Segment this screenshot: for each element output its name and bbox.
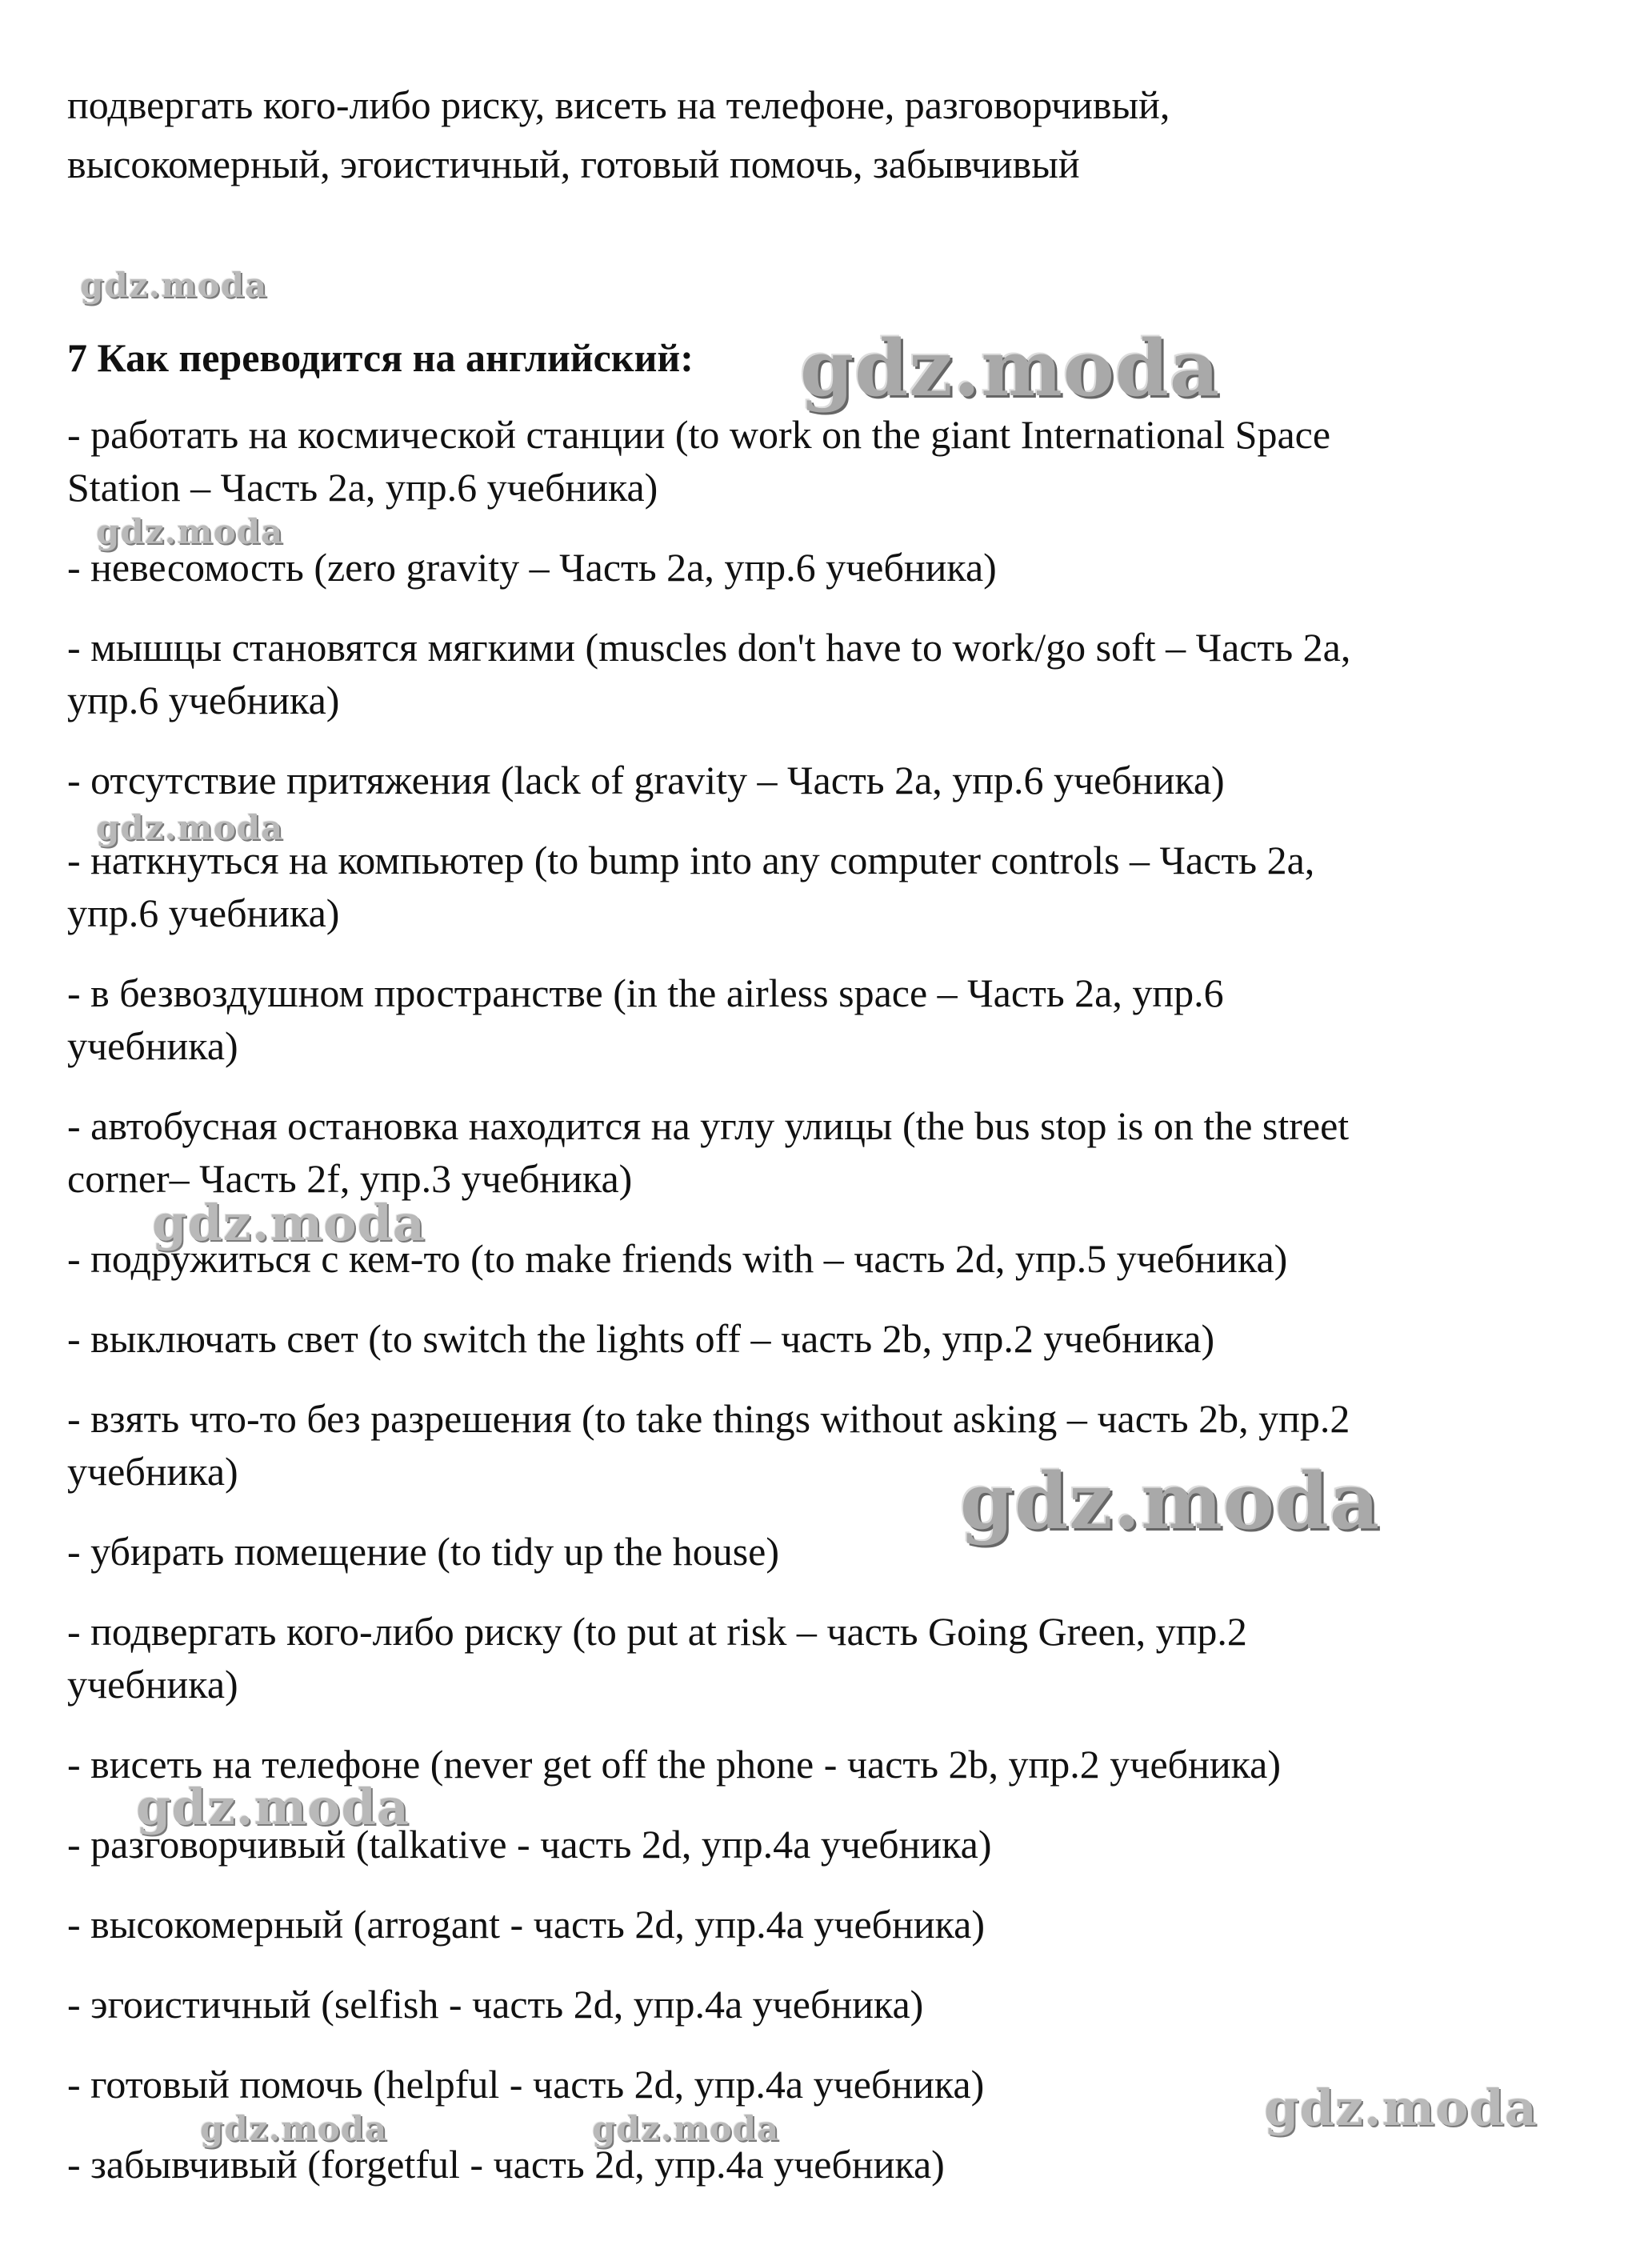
intro-line-2: высокомерный, эгоистичный, готовый помочь, забывчивый bbox=[67, 142, 1080, 186]
watermark: gdz.moda bbox=[800, 323, 1221, 414]
text-line: учебника) bbox=[67, 1449, 238, 1494]
text-line: - подвергать кого-либо риску (to put at risk – часть Going Green, упр.2 bbox=[67, 1609, 1247, 1654]
text-line: corner– Часть 2f, упр.3 учебника) bbox=[67, 1156, 633, 1201]
text-line: упр.6 учебника) bbox=[67, 890, 340, 935]
text-line: - мышцы становятся мягкими (muscles don't have to work/go soft – Часть 2а, bbox=[67, 625, 1351, 670]
text-line: - работать на космической станции (to work on the giant International Space bbox=[67, 412, 1331, 457]
text-line: - висеть на телефоне (never get off the phone - часть 2b, упр.2 учебника) bbox=[67, 1742, 1281, 1787]
exercise-heading: 7 Как переводится на английский: bbox=[67, 335, 694, 380]
text-line: - отсутствие притяжения (lack of gravity – Часть 2а, упр.6 учебника) bbox=[67, 758, 1225, 802]
text-line: - эгоистичный (selfish - часть 2d, упр.4а учебника) bbox=[67, 1982, 924, 2027]
text-line: - в безвоздушном пространстве (in the airless space – Часть 2а, упр.6 bbox=[67, 970, 1224, 1015]
watermark: gdz.moda bbox=[592, 2109, 780, 2148]
text-line: учебника) bbox=[67, 1023, 238, 1068]
watermark: gdz.moda bbox=[80, 266, 268, 305]
text-line: - высокомерный (arrogant - часть 2d, упр.4а учебника) bbox=[67, 1902, 985, 1947]
text-line: - невесомость (zero gravity – Часть 2а, упр.6 учебника) bbox=[67, 545, 997, 590]
watermark: gdz.moda bbox=[136, 1778, 410, 1836]
text-line: - взять что-то без разрешения (to take things without asking – часть 2b, упр.2 bbox=[67, 1396, 1350, 1441]
watermark: gdz.moda bbox=[960, 1456, 1381, 1547]
text-line: - убирать помещение (to tidy up the house) bbox=[67, 1529, 779, 1574]
watermark: gdz.moda bbox=[96, 512, 284, 551]
text-line: - автобусная остановка находится на углу улицы (the bus stop is on the street bbox=[67, 1103, 1350, 1148]
text-line: - готовый помочь (helpful - часть 2d, упр.4а учебника) bbox=[67, 2062, 985, 2107]
text-line: - разговорчивый (talkative - часть 2d, упр.4а учебника) bbox=[67, 1822, 992, 1867]
intro-line-1: подвергать кого-либо риску, висеть на телефоне, разговорчивый, bbox=[67, 82, 1170, 127]
text-line: Station – Часть 2а, упр.6 учебника) bbox=[67, 465, 658, 510]
text-line: - забывчивый (forgetful - часть 2d, упр.4а учебника) bbox=[67, 2142, 945, 2187]
text-line: - подружиться с кем-то (to make friends with – часть 2d, упр.5 учебника) bbox=[67, 1236, 1288, 1281]
text-line: - выключать свет (to switch the lights off – часть 2b, упр.2 учебника) bbox=[67, 1316, 1215, 1361]
watermark: gdz.moda bbox=[200, 2109, 388, 2148]
watermark: gdz.moda bbox=[152, 1194, 426, 1252]
text-line: упр.6 учебника) bbox=[67, 678, 340, 722]
watermark: gdz.moda bbox=[1264, 2079, 1538, 2137]
watermark: gdz.moda bbox=[96, 808, 284, 847]
text-line: учебника) bbox=[67, 1662, 238, 1707]
text-line: - наткнуться на компьютер (to bump into any computer controls – Часть 2а, bbox=[67, 838, 1315, 882]
